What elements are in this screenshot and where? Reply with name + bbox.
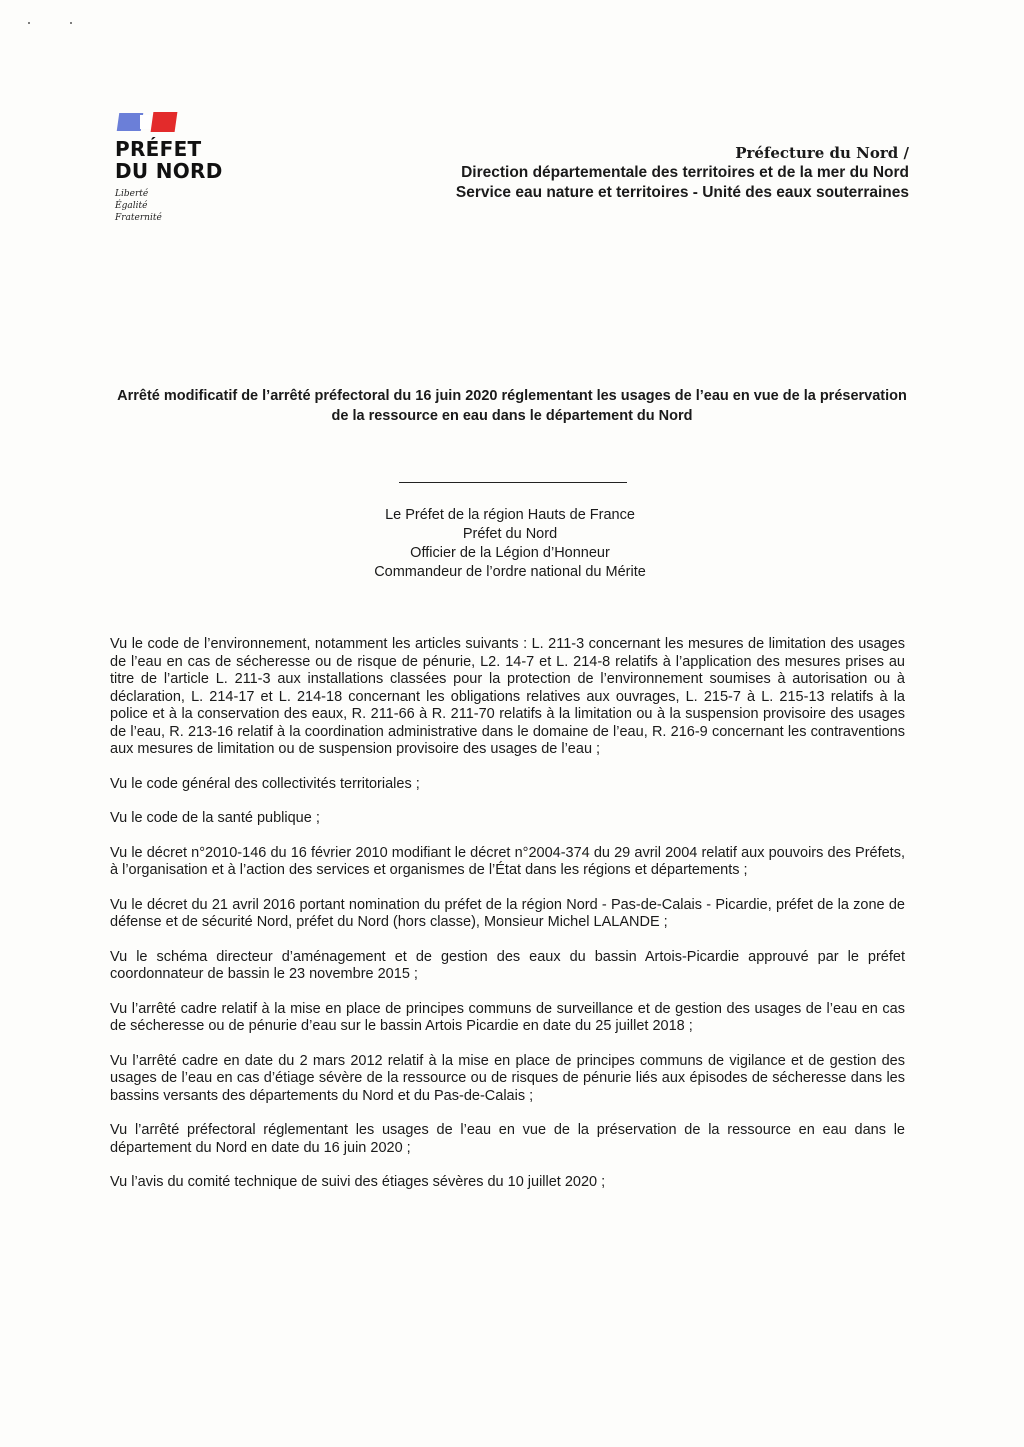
- considerant-paragraph: Vu l’arrêté préfectoral réglementant les usages de l’eau en vue de la préservation de la ressource en eau dans le département du Nord en date du 16 juin 2020 ;: [110, 1122, 905, 1156]
- issuing-authority: [456, 143, 909, 203]
- prefect-line2: Préfet du Nord: [462, 526, 558, 542]
- considerant-paragraph: Vu le décret n°2010-146 du 16 février 2010 modifiant le décret n°2004-374 du 29 avril 2004 relatif aux pouvoirs des Préfets, à l’organisation et à l’action des services et organismes de l’État dans les régions et départements ;: [110, 844, 905, 878]
- motto-liberte: Liberté: [115, 189, 149, 199]
- logo-name-line2: DU NORD: [115, 159, 223, 183]
- considerant-paragraph: Vu le schéma directeur d’aménagement et de gestion des eaux du bassin Artois-Picardie approuvé par le préfet coordonnateur de bassin le 23 novembre 2015 ;: [110, 948, 905, 982]
- considerant-paragraph: Vu le code général des collectivités territoriales ;: [110, 775, 420, 792]
- prefect-titles: [300, 506, 720, 582]
- considerant-paragraph: Vu l’avis du comité technique de suivi des étiages sévères du 10 juillet 2020 ;: [110, 1174, 606, 1190]
- logo-name-line1: PRÉFET: [115, 137, 202, 161]
- considerant-paragraph: Vu le code de la santé publique ;: [110, 810, 320, 826]
- prefet-du-nord-logo: [115, 112, 255, 224]
- considerant-paragraph: Vu l’arrêté cadre relatif à la mise en place de principes communs de surveillance et de gestion des usages de l’eau en cas de sécheresse ou de pénurie d’eau sur le bassin Artois Picardie en date du 25 juillet 2018 ;: [110, 1000, 905, 1034]
- scan-speck: [28, 22, 30, 24]
- prefect-line4: Commandeur de l’ordre national du Mérite: [374, 564, 646, 580]
- prefect-line3: Officier de la Légion d’Honneur: [410, 545, 610, 561]
- marianne-flag-icon: [118, 112, 176, 132]
- authority-line1: Préfecture du Nord /: [735, 144, 909, 162]
- motto-egalite: Égalité: [115, 201, 148, 211]
- document-title: Arrêté modificatif de l’arrêté préfectoral du 16 juin 2020 réglementant les usages de l’eau en vue de la préservation de la ressource en eau dans le département du Nord: [117, 388, 907, 424]
- scan-speck: [70, 22, 72, 24]
- motto-fraternite: Fraternité: [115, 213, 162, 223]
- considerant-paragraph: Vu l’arrêté cadre en date du 2 mars 2012 relatif à la mise en place de principes communs de vigilance et de gestion des usages de l’eau en cas d’étiage sévère de la ressource ou de risques de pénurie liés aux épisodes de sécheresse dans les bassins versants des départements du Nord et du Pas-de-Calais ;: [110, 1052, 905, 1104]
- logo-motto: [115, 188, 255, 224]
- logo-name: [115, 138, 255, 182]
- authority-line3: Service eau nature et territoires - Unité des eaux souterraines: [455, 184, 909, 201]
- considerant-paragraph: Vu le décret du 21 avril 2016 portant nomination du préfet de la région Nord - Pas-de-Calais - Picardie, préfet de la zone de défense et de sécurité Nord, préfet du Nord (hors classe), Monsieur Michel LALANDE ;: [110, 896, 905, 930]
- considerant-paragraph: Vu le code de l’environnement, notamment les articles suivants : L. 211-3 concernant les mesures de limitation des usages de l’eau en cas de sécheresse ou de risque de pénurie, L2. 14-7 et L. 214-8 relatifs à l’application des mesures prises au titre de l’article L. 211-3 aux installations classées pour la protection de l’environnement soumises à autorisation ou à déclaration, L. 214-17 et L. 214-18 concernant les obligations relatives aux ouvrages, L. 215-7 à L. 215-13 relatifs à la police et à la conservation des eaux, R. 211-66 à R. 211-70 relatifs à la limitation ou à la suspension provisoire des usages de l’eau, R. 213-16 relatif à la coordination administrative dans le domaine de l’eau, R. 216-9 concernant les contraventions aux mesures de limitation ou de suspension provisoire des usages de l’eau ;: [110, 636, 905, 757]
- prefect-line1: Le Préfet de la région Hauts de France: [385, 507, 635, 523]
- title-separator: [399, 482, 627, 483]
- authority-line2: Direction départementale des territoires et de la mer du Nord: [461, 164, 909, 181]
- considerants-list: [110, 636, 905, 1209]
